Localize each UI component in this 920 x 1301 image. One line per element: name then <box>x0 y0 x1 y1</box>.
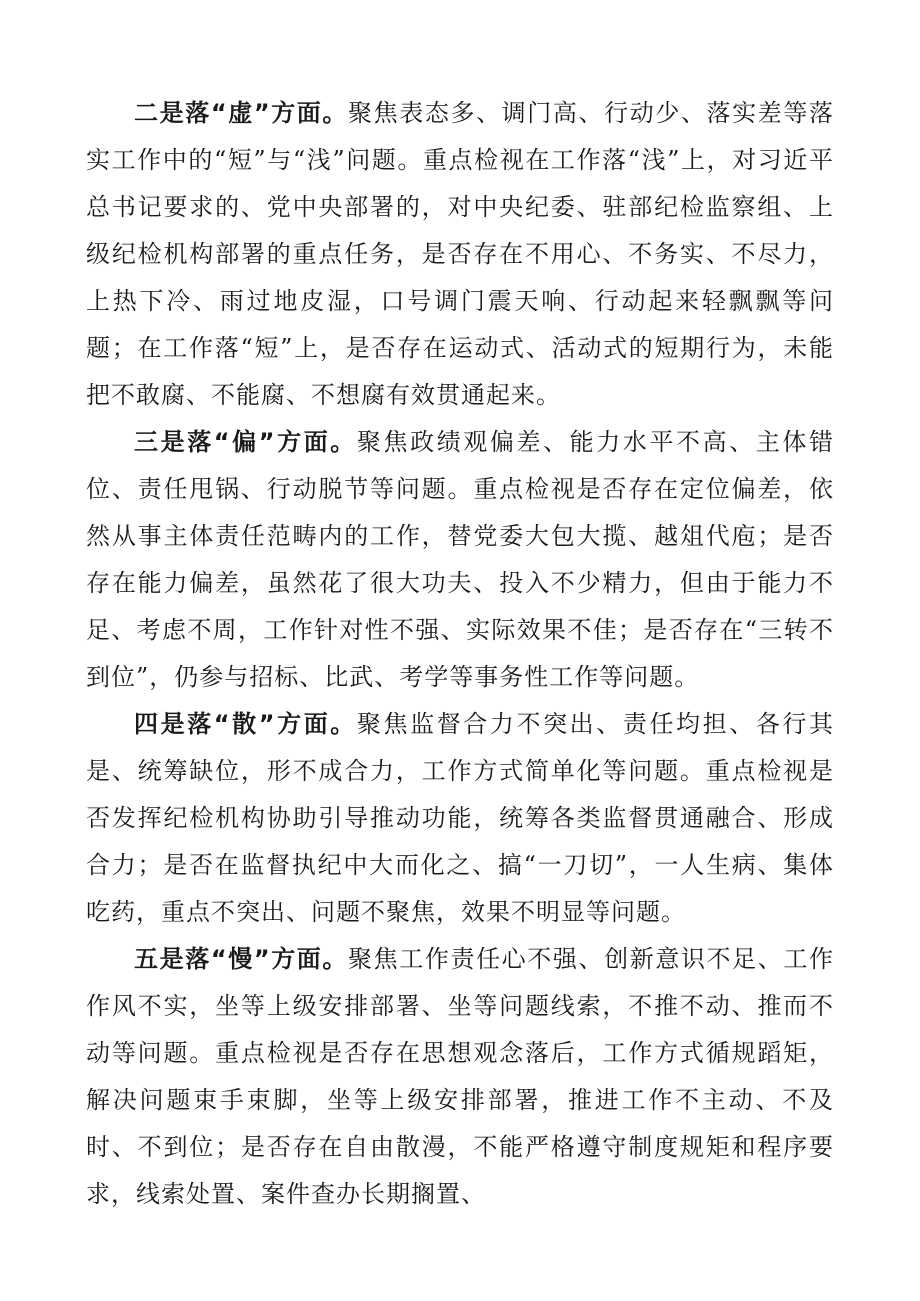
paragraph-text: 聚焦政绩观偏差、能力水平不高、主体错位、责任甩锅、行动脱节等问题。重点检视是否存在定位偏差，依然从事主体责任范畴内的工作，替党委大包大揽、越俎代庖；是否存在能力偏差，虽然花了很大功夫、投入不少精力，但由于能力不足、考虑不周，工作针对性不强、实际效果不佳；是否存在“三转不到位”，仍参与招标、比武、考学等事务性工作等问题。 <box>86 428 835 691</box>
paragraph-text: 聚焦监督合力不突出、责任均担、各行其是、统筹缺位，形不成合力，工作方式简单化等问题。重点检视是否发挥纪检机构协助引导推动功能，统筹各类监督贯通融合、形成合力；是否在监督执纪中大而化之、搞“一刀切”，一人生病、集体吃药，重点不突出、问题不聚焦，效果不明显等问题。 <box>86 710 835 926</box>
paragraph-heading: 五是落“慢”方面。 <box>134 945 349 973</box>
paragraph-san <box>86 701 834 936</box>
paragraph-heading: 三是落“偏”方面。 <box>134 428 357 456</box>
paragraph-heading: 四是落“散”方面。 <box>134 710 357 738</box>
paragraph-pian <box>86 419 834 701</box>
paragraph-text: 聚焦表态多、调门高、行动少、落实差等落实工作中的“短”与“浅”问题。重点检视在工作落“浅”上，对习近平总书记要求的、党中央部署的，对中央纪委、驻部纪检监察组、上级纪检机构部署的重点任务，是否存在不用心、不务实、不尽力，上热下冷、雨过地皮湿，口号调门震天响、行动起来轻飘飘等问题；在工作落“短”上，是否存在运动式、活动式的短期行为，未能把不敢腐、不能腐、不想腐有效贯通起来。 <box>86 99 834 409</box>
paragraph-heading: 二是落“虚”方面。 <box>134 99 349 127</box>
paragraph-xu <box>86 90 834 419</box>
document-body <box>86 90 834 1218</box>
paragraph-man <box>86 936 834 1218</box>
paragraph-text: 聚焦工作责任心不强、创新意识不足、工作作风不实，坐等上级安排部署、坐等问题线索，不推不动、推而不动等问题。重点检视是否存在思想观念落后，工作方式循规蹈矩，解决问题束手束脚，坐等上级安排部署，推进工作不主动、不及时、不到位；是否存在自由散漫，不能严格遵守制度规矩和程序要求，线索处置、案件查办长期搁置、 <box>86 945 834 1208</box>
